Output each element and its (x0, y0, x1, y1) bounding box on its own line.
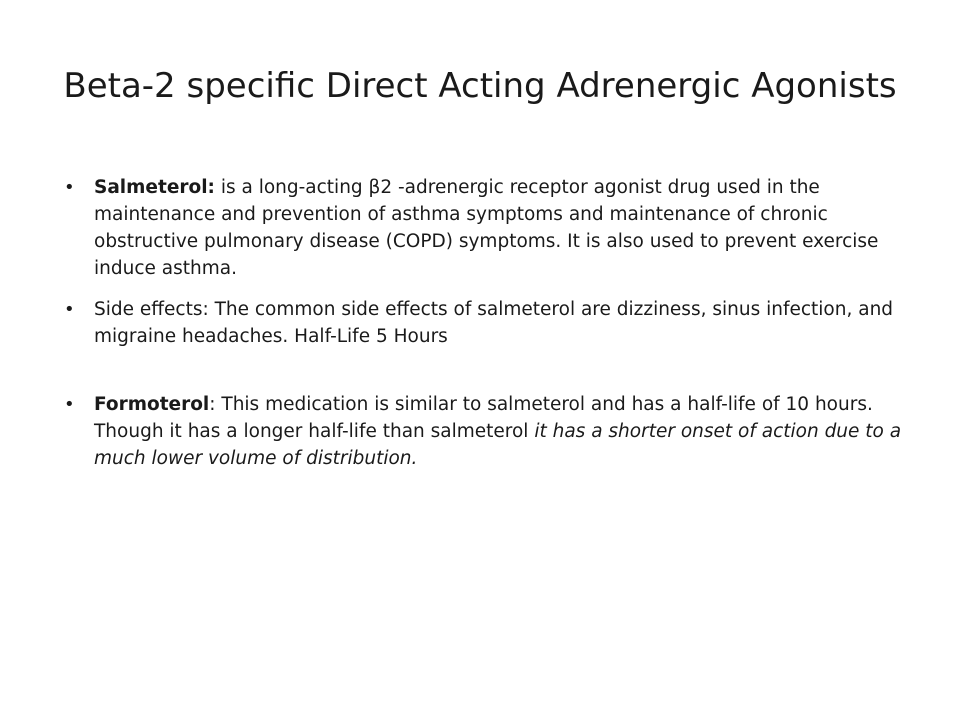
bullet-text: Side effects: The common side effects of salmeterol are dizziness, sinus infection, and migraine headaches. Half-Life 5 Hours (94, 299, 894, 347)
bullet-icon: • (64, 177, 75, 198)
bullet-icon: • (64, 394, 75, 415)
bullet-italic-text: it has a shorter onset of action due to a much lower volume of distribution. (94, 421, 902, 469)
bullet-icon: • (64, 299, 75, 320)
bullet-salmeterol (64, 174, 924, 282)
bullet-formoterol (64, 391, 924, 472)
slide-title: Beta-2 specific Direct Acting Adrenergic Agonists (63, 66, 897, 106)
bullet-list (64, 174, 924, 472)
bullet-side-effects (64, 296, 924, 350)
bullet-text: is a long-acting β2 -adrenergic receptor agonist drug used in the maintenance and prevention of asthma symptoms and maintenance of chronic obstructive pulmonary disease (COPD) symptoms. It is also used to prevent exercise induce asthma. (94, 177, 879, 279)
bullet-text: : This medication is similar to salmeterol and has a half-life of 10 hours. Though it has a longer half-life than salmeterol (94, 394, 873, 442)
bullet-term: Formoterol (94, 394, 210, 415)
bullet-term: Salmeterol: (94, 177, 215, 198)
